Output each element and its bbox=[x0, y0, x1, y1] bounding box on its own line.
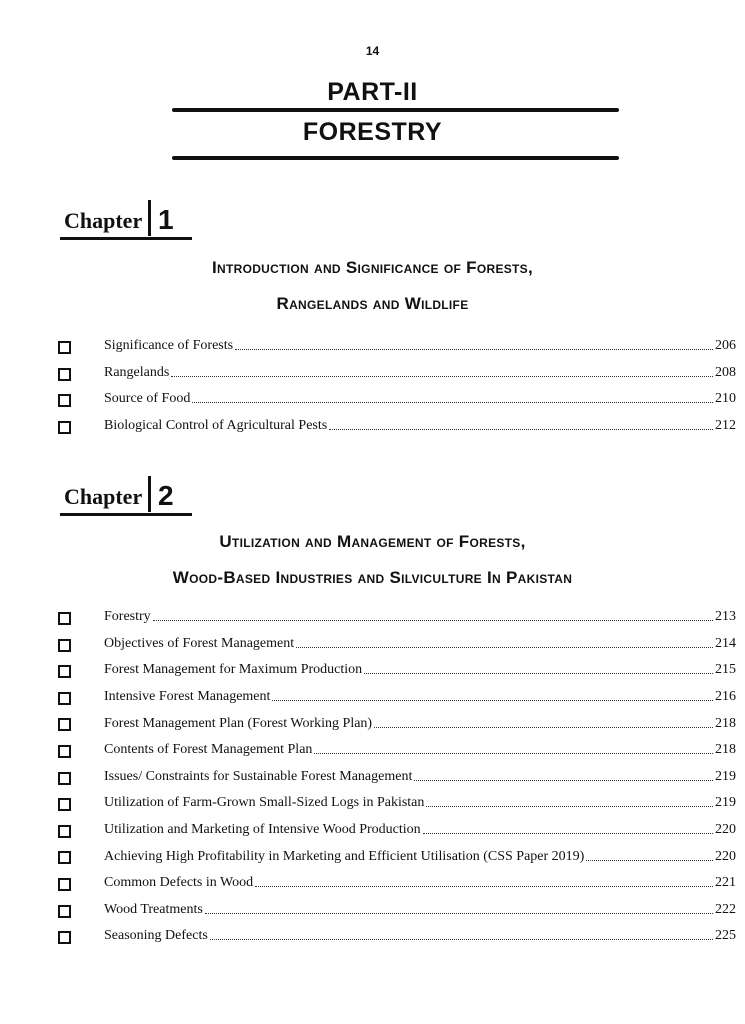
toc-page: 208 bbox=[715, 364, 736, 380]
rule-top bbox=[172, 108, 619, 112]
toc-page: 221 bbox=[715, 875, 736, 891]
toc-page: 220 bbox=[715, 848, 736, 864]
toc-row[interactable] bbox=[0, 710, 745, 737]
toc-label: Wood Treatments bbox=[104, 901, 203, 917]
toc-label: Source of Food bbox=[104, 391, 191, 407]
toc-row[interactable] bbox=[0, 684, 745, 711]
leader-dots bbox=[171, 375, 713, 377]
toc-label: Achieving High Profitability in Marketing and Efficient Utilisation (CSS Paper 2019) bbox=[104, 848, 585, 864]
toc-page: 222 bbox=[715, 901, 736, 917]
leader-dots bbox=[586, 859, 713, 861]
chapter-number: 2 bbox=[158, 480, 174, 511]
checkbox-icon bbox=[58, 341, 71, 354]
toc-row[interactable] bbox=[0, 631, 745, 658]
leader-dots bbox=[423, 832, 713, 834]
leader-dots bbox=[272, 699, 713, 701]
leader-dots bbox=[235, 348, 713, 350]
checkbox-icon bbox=[58, 851, 71, 864]
toc-label: Issues/ Constraints for Sustainable Forest Management bbox=[104, 768, 413, 784]
chapter-underline bbox=[60, 237, 192, 240]
toc-page: 216 bbox=[715, 689, 736, 705]
chapter-1-toc bbox=[0, 333, 745, 439]
toc-page: 219 bbox=[715, 768, 736, 784]
checkbox-icon bbox=[58, 692, 71, 705]
leader-dots bbox=[426, 805, 713, 807]
checkbox-icon bbox=[58, 394, 71, 407]
toc-row[interactable] bbox=[0, 817, 745, 844]
leader-dots bbox=[296, 646, 713, 648]
toc-row[interactable] bbox=[0, 870, 745, 897]
toc-page: 219 bbox=[715, 795, 736, 811]
page-number: 14 bbox=[365, 44, 380, 58]
section-title: FORESTRY bbox=[302, 118, 443, 146]
leader-dots bbox=[205, 912, 713, 914]
toc-label: Contents of Forest Management Plan bbox=[104, 742, 313, 758]
leader-dots bbox=[329, 428, 713, 430]
checkbox-icon bbox=[58, 421, 71, 434]
checkbox-icon bbox=[58, 718, 71, 731]
checkbox-icon bbox=[58, 905, 71, 918]
chapter-title-line: Utilization and Management of Forests, bbox=[219, 532, 526, 551]
toc-label: Common Defects in Wood bbox=[104, 875, 254, 891]
chapter-title-line: Wood-Based Industries and Silviculture In Pakistan bbox=[172, 568, 573, 587]
chapter-underline bbox=[60, 513, 192, 516]
checkbox-icon bbox=[58, 825, 71, 838]
toc-row[interactable] bbox=[0, 360, 745, 387]
toc-label: Forest Management Plan (Forest Working Plan) bbox=[104, 715, 373, 731]
chapter-2-toc bbox=[0, 604, 745, 950]
toc-page: 225 bbox=[715, 928, 736, 944]
checkbox-icon bbox=[58, 639, 71, 652]
toc-page: 213 bbox=[715, 609, 736, 625]
toc-page: 214 bbox=[715, 635, 736, 651]
chapter-word: Chapter bbox=[64, 208, 143, 233]
leader-dots bbox=[255, 885, 713, 887]
toc-row[interactable] bbox=[0, 897, 745, 924]
toc-label: Rangelands bbox=[104, 364, 170, 380]
checkbox-icon bbox=[58, 745, 71, 758]
checkbox-icon bbox=[58, 665, 71, 678]
checkbox-icon bbox=[58, 772, 71, 785]
toc-page: 215 bbox=[715, 662, 736, 678]
toc-row[interactable] bbox=[0, 386, 745, 413]
toc-row[interactable] bbox=[0, 604, 745, 631]
leader-dots bbox=[153, 619, 713, 621]
toc-page: 220 bbox=[715, 822, 736, 838]
chapter-word: Chapter bbox=[64, 484, 143, 509]
toc-row[interactable] bbox=[0, 333, 745, 360]
leader-dots bbox=[210, 938, 713, 940]
leader-dots bbox=[414, 779, 713, 781]
part-title: PART-II bbox=[327, 78, 418, 106]
leader-dots bbox=[192, 401, 713, 403]
toc-label: Seasoning Defects bbox=[104, 928, 208, 944]
toc-row[interactable] bbox=[0, 923, 745, 950]
chapter-divider bbox=[148, 200, 151, 236]
checkbox-icon bbox=[58, 878, 71, 891]
toc-row[interactable] bbox=[0, 413, 745, 440]
toc-label: Objectives of Forest Management bbox=[104, 635, 295, 651]
toc-label: Utilization and Marketing of Intensive Wood Production bbox=[104, 822, 421, 838]
chapter-title-line: Introduction and Significance of Forests, bbox=[211, 258, 534, 277]
toc-row[interactable] bbox=[0, 737, 745, 764]
toc-row[interactable] bbox=[0, 790, 745, 817]
toc-page: 212 bbox=[715, 418, 736, 434]
leader-dots bbox=[314, 752, 713, 754]
toc-page: 206 bbox=[715, 338, 736, 354]
toc-label: Biological Control of Agricultural Pests bbox=[104, 418, 328, 434]
checkbox-icon bbox=[58, 931, 71, 944]
toc-page: 210 bbox=[715, 391, 736, 407]
toc-label: Forestry bbox=[104, 609, 151, 625]
chapter-divider bbox=[148, 476, 151, 512]
chapter-2-title bbox=[0, 524, 745, 596]
toc-label: Intensive Forest Management bbox=[104, 689, 271, 705]
toc-label: Utilization of Farm-Grown Small-Sized Logs in Pakistan bbox=[104, 795, 425, 811]
checkbox-icon bbox=[58, 798, 71, 811]
toc-page: 218 bbox=[715, 715, 736, 731]
chapter-number: 1 bbox=[158, 204, 174, 235]
checkbox-icon bbox=[58, 368, 71, 381]
chapter-title-line: Rangelands and Wildlife bbox=[276, 294, 469, 313]
rule-bottom bbox=[172, 156, 619, 160]
toc-label: Significance of Forests bbox=[104, 338, 234, 354]
leader-dots bbox=[374, 726, 713, 728]
toc-page: 218 bbox=[715, 742, 736, 758]
checkbox-icon bbox=[58, 612, 71, 625]
toc-row[interactable] bbox=[0, 843, 745, 870]
toc-label: Forest Management for Maximum Production bbox=[104, 662, 363, 678]
toc-row[interactable] bbox=[0, 764, 745, 791]
toc-row[interactable] bbox=[0, 657, 745, 684]
leader-dots bbox=[364, 672, 713, 674]
chapter-1-title bbox=[0, 250, 745, 322]
